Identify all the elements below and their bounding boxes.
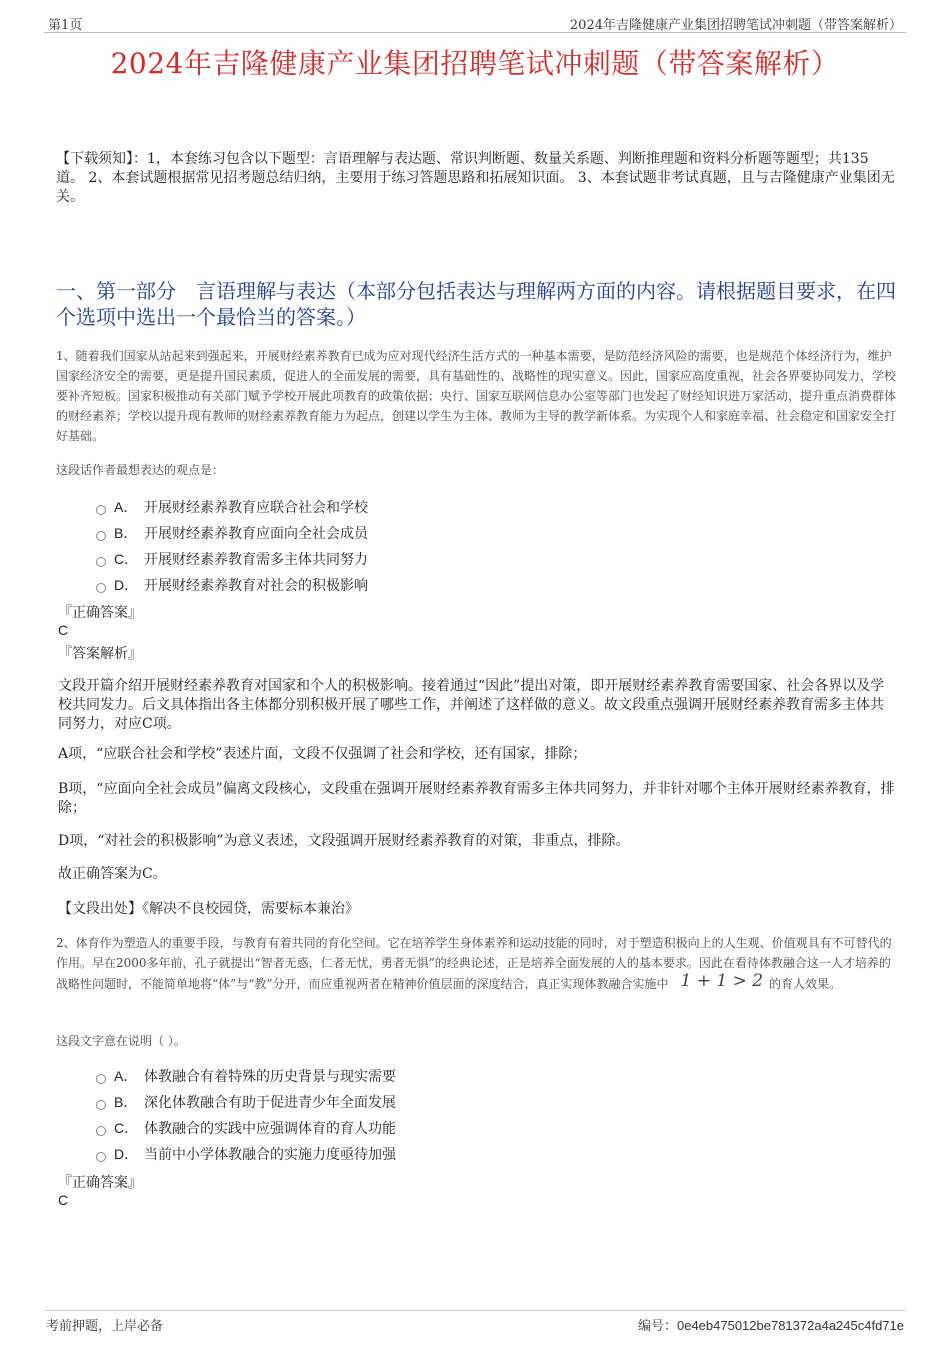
radio-icon[interactable] — [96, 1100, 106, 1110]
page-number: 第1页 — [48, 18, 83, 33]
page-footer — [44, 1310, 906, 1334]
option-b[interactable]: B． 深化体教融合有助于促进青少年全面发展 — [96, 1090, 396, 1116]
option-d[interactable]: D． 开展财经素养教育对社会的积极影响 — [96, 573, 368, 599]
answer-value: C — [58, 1192, 69, 1208]
analysis-paragraph: 文段开篇介绍开展财经素养教育对国家和个人的积极影响。接着通过“因此”提出对策，即开展财经素养教育需要国家、社会各界以及学校共同发力。后文具体指出各主体都分别积极开展了哪些工作，并阐述了这样做的意义。故文段重点强调开展财经素养教育需多主体共同努力，对应C项。 — [58, 678, 885, 732]
footer-slogan: 考前押题，上岸必备 — [46, 1319, 164, 1334]
question-1-options — [96, 495, 368, 599]
option-a[interactable]: A． 体教融合有着特殊的历史背景与现实需要 — [96, 1064, 396, 1090]
option-d[interactable]: D． 当前中小学体教融合的实施力度亟待加强 — [96, 1142, 396, 1168]
answer-value: C — [58, 622, 69, 638]
page-title: 2024年吉隆健康产业集团招聘笔试冲刺题（带答案解析） — [110, 47, 840, 80]
header-doc-title: 2024年吉隆健康产业集团招聘笔试冲刺题（带答案解析） — [569, 18, 902, 33]
radio-icon[interactable] — [96, 1126, 106, 1136]
option-a[interactable]: A． 开展财经素养教育应联合社会和学校 — [96, 495, 368, 521]
question-2-options — [96, 1064, 396, 1168]
radio-icon[interactable] — [96, 583, 106, 593]
footer-code: 编号：0e4eb475012be781372a4a245c4fd71e — [637, 1318, 904, 1334]
radio-icon[interactable] — [96, 557, 106, 567]
radio-icon[interactable] — [96, 505, 106, 515]
download-notice: 【下载须知】：1，本套练习包含以下题型：言语理解与表达题、常识判断题、数量关系题、判断推理题和资料分析题等题型；共135道。 2、本套试题根据常见招考题总结归纳，主要用于练习答题思路和拓展知识面。 3、本套试题非考试真题，且与吉隆健康产业集团无关。 — [56, 151, 895, 205]
question-1-text: 1、随着我们国家从站起来到强起来，开展财经素养教育已成为应对现代经济生活方式的一种基本需要，是防范经济风险的需要，也是规范个体经济行为，维护国家经济安全的需要，更是提升国民素质，促进人的全面发展的需要，具有基础性的、战略性的现实意义。因此，国家应高度重视，社会各界要协同发力，学校要补齐短板。国家积极推动有关部门赋予学校开展此项教育的政策依据；央行、国家互联网信息办公室等部门也发起了财经知识进万家活动，提升重点消费群体的财经素养；学校以提升现有教师的财经素养教育能力为起点，创建以学生为主体、教师为主导的教学新体系。为实现个人和家庭幸福、社会稳定和国家安全打好基础。 — [56, 349, 897, 443]
option-b[interactable]: B． 开展财经素养教育应面向全社会成员 — [96, 521, 368, 547]
analysis-option-d: D项，“对社会的积极影响”为意义表述，文段强调开展财经素养教育的对策，非重点，排除。 — [58, 833, 630, 849]
analysis-option-a: A项，“应联合社会和学校”表述片面，文段不仅强调了社会和学校，还有国家，排除； — [58, 746, 587, 762]
radio-icon[interactable] — [96, 531, 106, 541]
section-title: 一、第一部分 言语理解与表达（本部分包括表达与理解两方面的内容。请根据题目要求，在四个选项中选出一个最恰当的答案。） — [56, 279, 896, 329]
analysis-option-b: B项，“应面向全社会成员”偏离文段核心，文段重在强调开展财经素养教育需多主体共同努力，并非针对哪个主体开展财经素养教育，排除； — [58, 781, 895, 816]
question-1-prompt: 这段话作者最想表达的观点是： — [56, 463, 225, 477]
question-2-text: 2、体育作为塑造人的重要手段，与教育有着共同的育化空间。它在培养学生身体素养和运动技能的同时，对于塑造积极向上的人生观、价值观具有不可替代的作用。早在2000多年前，孔子就提出“智者无惑，仁者无忧，勇者无惧”的经典论述，正是培养全面发展的人的基本要求。因此在看待体教融合这一人才培养的战略性问题时，不能简单地将“体”与“教”分开，而应重视两者在精神价值层面的深度结合，真正实现体教融合实施中 1 + 1 > 2 的育人效果。 — [56, 936, 892, 991]
radio-icon[interactable] — [96, 1074, 106, 1084]
analysis-conclusion: 故正确答案为C。 — [58, 866, 167, 882]
page-header — [44, 12, 906, 33]
radio-icon[interactable] — [96, 1152, 106, 1162]
question-2-prompt: 这段文字意在说明（ ）。 — [56, 1034, 186, 1048]
analysis-label: 『答案解析』 — [58, 646, 142, 662]
answer-label: 『正确答案』 — [58, 1175, 142, 1191]
option-c[interactable]: C． 体教融合的实践中应强调体育的育人功能 — [96, 1116, 396, 1142]
source-citation: 【文段出处】《解决不良校园贷，需要标本兼治》 — [58, 901, 359, 917]
answer-label: 『正确答案』 — [58, 605, 142, 621]
option-c[interactable]: C． 开展财经素养教育需多主体共同努力 — [96, 547, 368, 573]
math-expression: 1 + 1 > 2 — [680, 971, 764, 991]
